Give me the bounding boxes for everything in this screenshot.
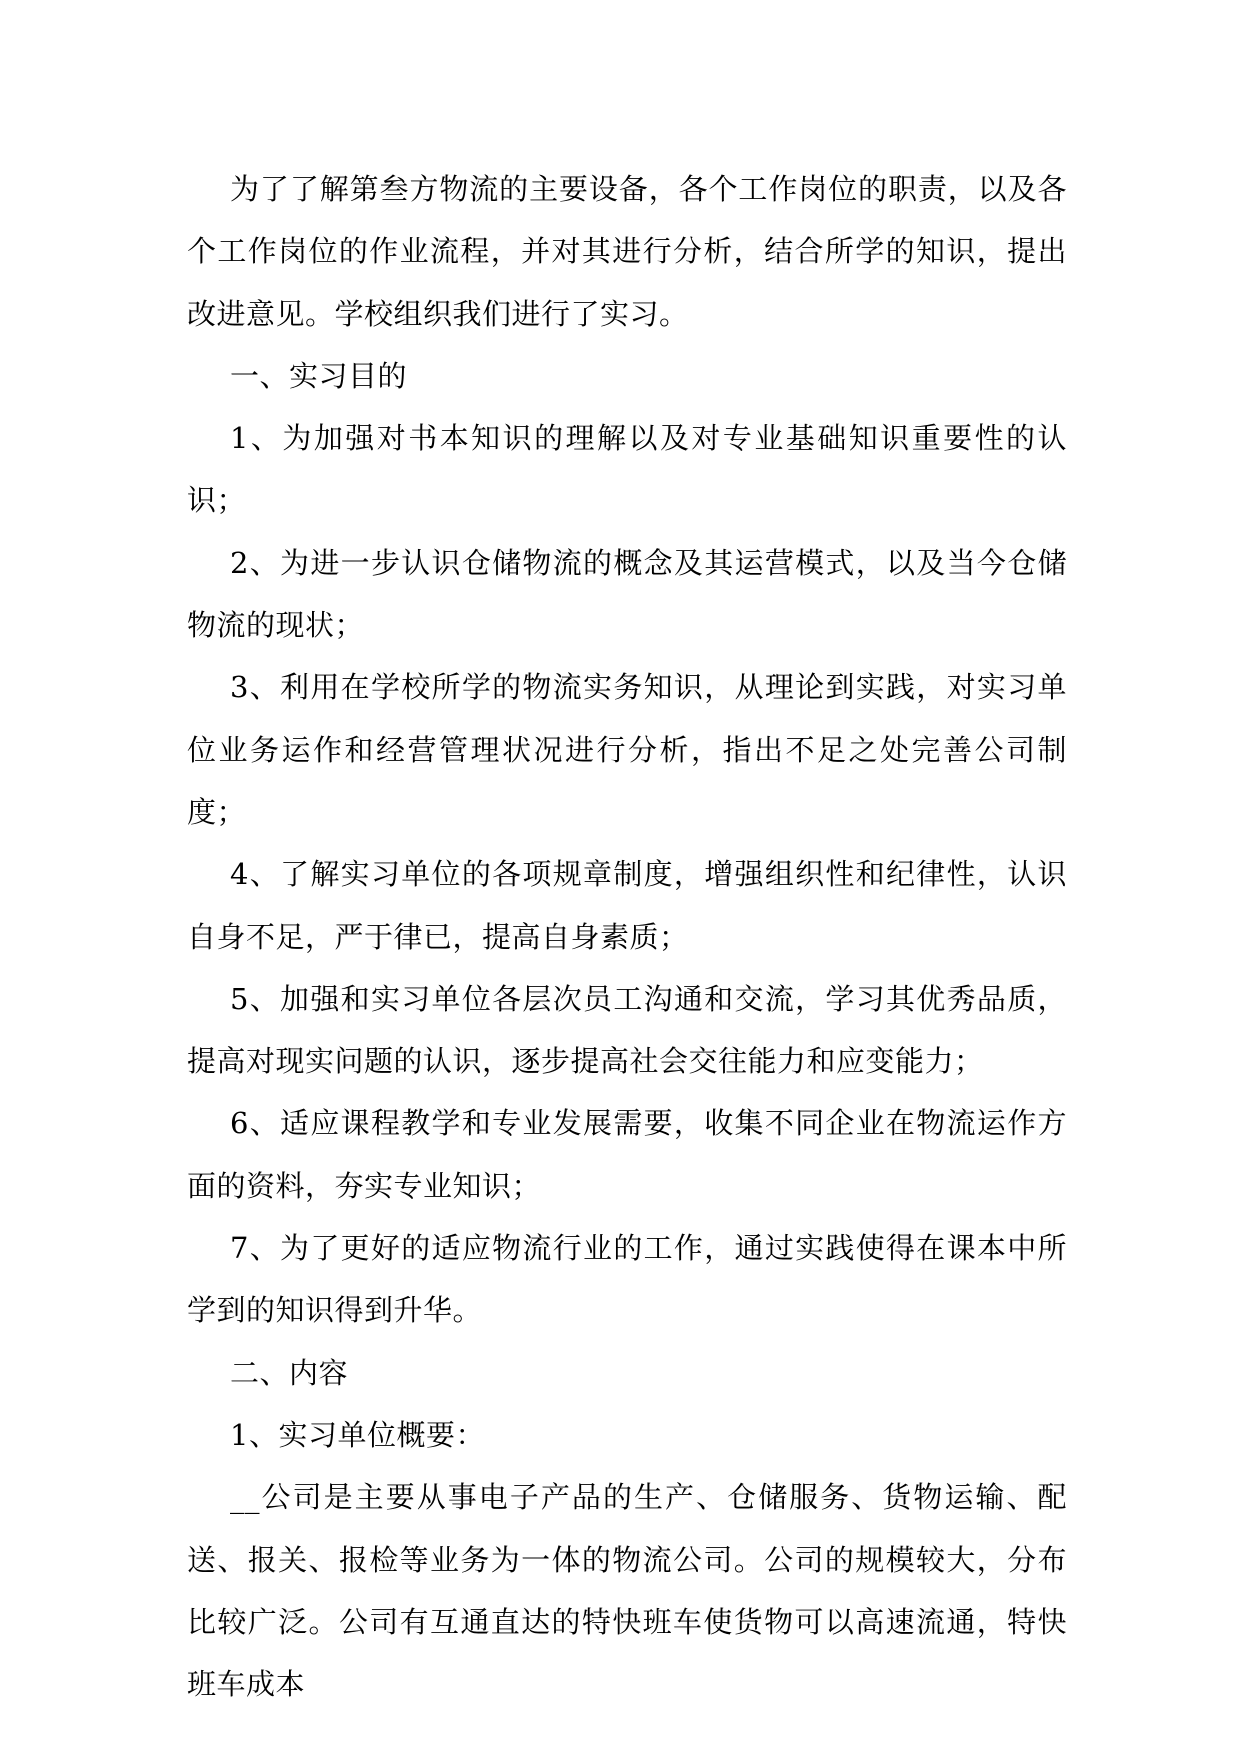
purpose-item-3: 3、利用在学校所学的物流实务知识，从理论到实践，对实习单位业务运作和经营管理状况进行分析，指出不足之处完善公司制度； — [187, 670, 1067, 829]
purpose-item-7: 7、为了更好的适应物流行业的工作，通过实践使得在课本中所学到的知识得到升华。 — [187, 1231, 1067, 1328]
purpose-item-4: 4、了解实习单位的各项规章制度，增强组织性和纪律性，认识自身不足，严于律已，提高自身素质； — [187, 857, 1067, 954]
purpose-item-2: 2、为进一步认识仓储物流的概念及其运营模式，以及当今仓储物流的现状； — [187, 545, 1067, 643]
document-body — [187, 158, 1067, 1715]
purpose-item-1: 1、为加强对书本知识的理解以及对专业基础知识重要性的认识； — [187, 421, 1067, 518]
intro-paragraph: 为了了解第叁方物流的主要设备，各个工作岗位的职责，以及各个工作岗位的作业流程，并对其进行分析，结合所学的知识，提出改进意见。学校组织我们进行了实习。 — [187, 172, 1067, 331]
section-heading-content: 二、内容 — [230, 1355, 349, 1390]
content-item-1-heading: 1、实习单位概要： — [230, 1417, 485, 1452]
company-overview-paragraph: __公司是主要从事电子产品的生产、仓储服务、货物运输、配送、报关、报检等业务为一体的物流公司。公司的规模较大，分布比较广泛。公司有互通直达的特快班车使货物可以高速流通，特快班车成本 — [187, 1480, 1067, 1702]
purpose-item-5: 5、加强和实习单位各层次员工沟通和交流，学习其优秀品质，提高对现实问题的认识，逐步提高社会交往能力和应变能力； — [187, 981, 1067, 1079]
section-heading-purpose: 一、实习目的 — [230, 358, 408, 393]
purpose-item-6: 6、适应课程教学和专业发展需要，收集不同企业在物流运作方面的资料，夯实专业知识； — [187, 1106, 1067, 1203]
